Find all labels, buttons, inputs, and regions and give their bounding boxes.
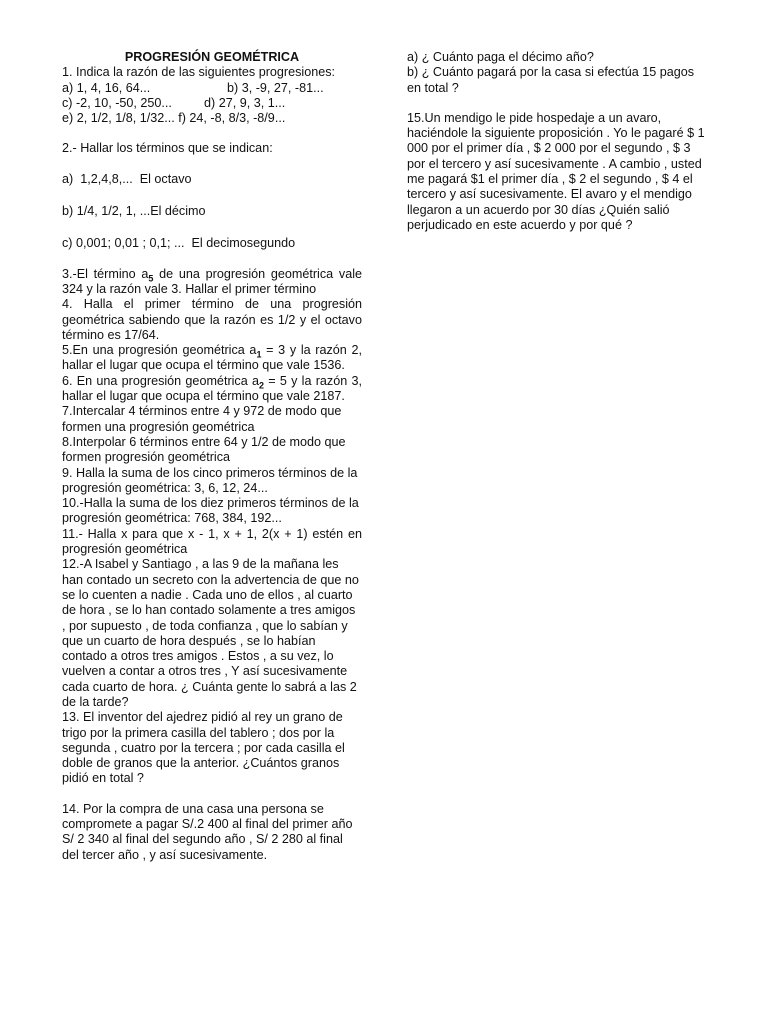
question-7: 7.Intercalar 4 términos entre 4 y 972 de modo que formen una progresión geométrica — [62, 404, 342, 434]
question-8: 8.Interpolar 6 términos entre 64 y 1/2 de modo que formen progresión geométrica — [62, 434, 346, 465]
question-1-c: c) -2, 10, -50, 250... — [62, 95, 172, 110]
question-14: 14. Por la compra de una casa una persona se compromete a pagar S/.2 400 al final del primer año S/ 2 340 al final del segundo año , S/ 2 280 al final del tercer año , y así sucesivamente. — [62, 801, 353, 862]
question-10: 10.-Halla la suma de los diez primeros términos de la progresión geométrica: 768, 384, 192... — [62, 496, 359, 526]
question-11: 11.- Halla x para que x - 1, x + 1, 2(x + 1) estén en progresión geométrica — [62, 526, 362, 557]
question-1-row-cd — [62, 96, 362, 111]
question-2-a: a) 1,2,4,8,... El octavo — [62, 171, 192, 186]
question-2-b: b) 1/4, 1/2, 1, ...El décimo — [62, 204, 206, 219]
question-14-b: b) ¿ Cuánto pagará por la casa si efectúa 15 pagos en total ? — [407, 65, 695, 95]
question-12: 12.-A Isabel y Santiago , a las 9 de la mañana les han contado un secreto con la advertencia de que no se lo cuenten a nadie . Cada uno de ellos , al cuarto de hora , se lo han contado solamente a tres amigos , por supuesto , de toda confianza , que lo sabían y que un cuarto de hora después , se lo habían contado a otros tres amigos . Estos , a su vez, lo vuelven a contar a otros tres , Y así sucesivamente cada cuarto de hora. ¿ Cuánta gente lo sabrá a las 2 de la tarde? — [62, 557, 359, 709]
question-2-c: c) 0,001; 0,01 ; 0,1; ... El decimosegundo — [62, 236, 296, 251]
question-4: 4. Halla el primer término de una progresión geométrica sabiendo que la razón es 1/2 y el octavo término es 17/64. — [62, 297, 362, 342]
question-2: 2.- Hallar los términos que se indican: — [62, 141, 273, 156]
right-column — [407, 50, 707, 233]
question-1-a: a) 1, 4, 16, 64... — [62, 80, 151, 95]
question-14-a: a) ¿ Cuánto paga el décimo año? — [407, 50, 594, 64]
question-6: 6. En una progresión geométrica $a_2 = 5$ y la razón 3, hallar el lugar que ocupa el término que vale 2187. — [62, 373, 362, 404]
question-5: 5.En una progresión geométrica $a_1 = 3$ y la razón 2, hallar el lugar que ocupa el término que vale 1536. — [62, 343, 362, 373]
question-1: 1. Indica la razón de las siguientes progresiones: — [62, 65, 336, 80]
left-column — [62, 50, 362, 863]
question-3: 3.-El término $a_5$ de una progresión geométrica vale 324 y la razón vale 3. Hallar el primer término — [62, 266, 362, 296]
question-13: 13. El inventor del ajedrez pidió al rey un grano de trigo por la primera casilla del tablero ; dos por la segunda , cuatro por la tercera ; por cada casilla el doble de granos que la anterior. ¿Cuántos granos pidió en total ? — [62, 710, 345, 786]
question-1-row-ef: e) 2, 1/2, 1/8, 1/32... f) 24, -8, 8/3, -8/9... — [62, 111, 286, 126]
question-1-d: d) 27, 9, 3, 1... — [204, 95, 286, 110]
question-9: 9. Halla la suma de los cinco primeros términos de la progresión geométrica: 3, 6, 12, 24... — [62, 465, 358, 495]
question-1-row-ab — [62, 81, 362, 96]
question-15: 15.Un mendigo le pide hospedaje a un avaro, haciéndole la siguiente proposición . Yo le pagaré $ 1 000 por el primer día , $ 2 000 por el segundo , $ 3 por el tercero y así sucesivamente . A cambio , usted me pagará $1 el primer día , $ 2 el segundo , $ 4 el tercero y así sucesivamente. El avaro y el mendigo llegaron a un acuerdo por 30 días ¿Quién salió perjudicado en este acuerdo y por qué ? — [407, 110, 705, 232]
page-title: PROGRESIÓN GEOMÉTRICA — [124, 50, 300, 64]
question-1-b: b) 3, -9, 27, -81... — [227, 80, 324, 95]
